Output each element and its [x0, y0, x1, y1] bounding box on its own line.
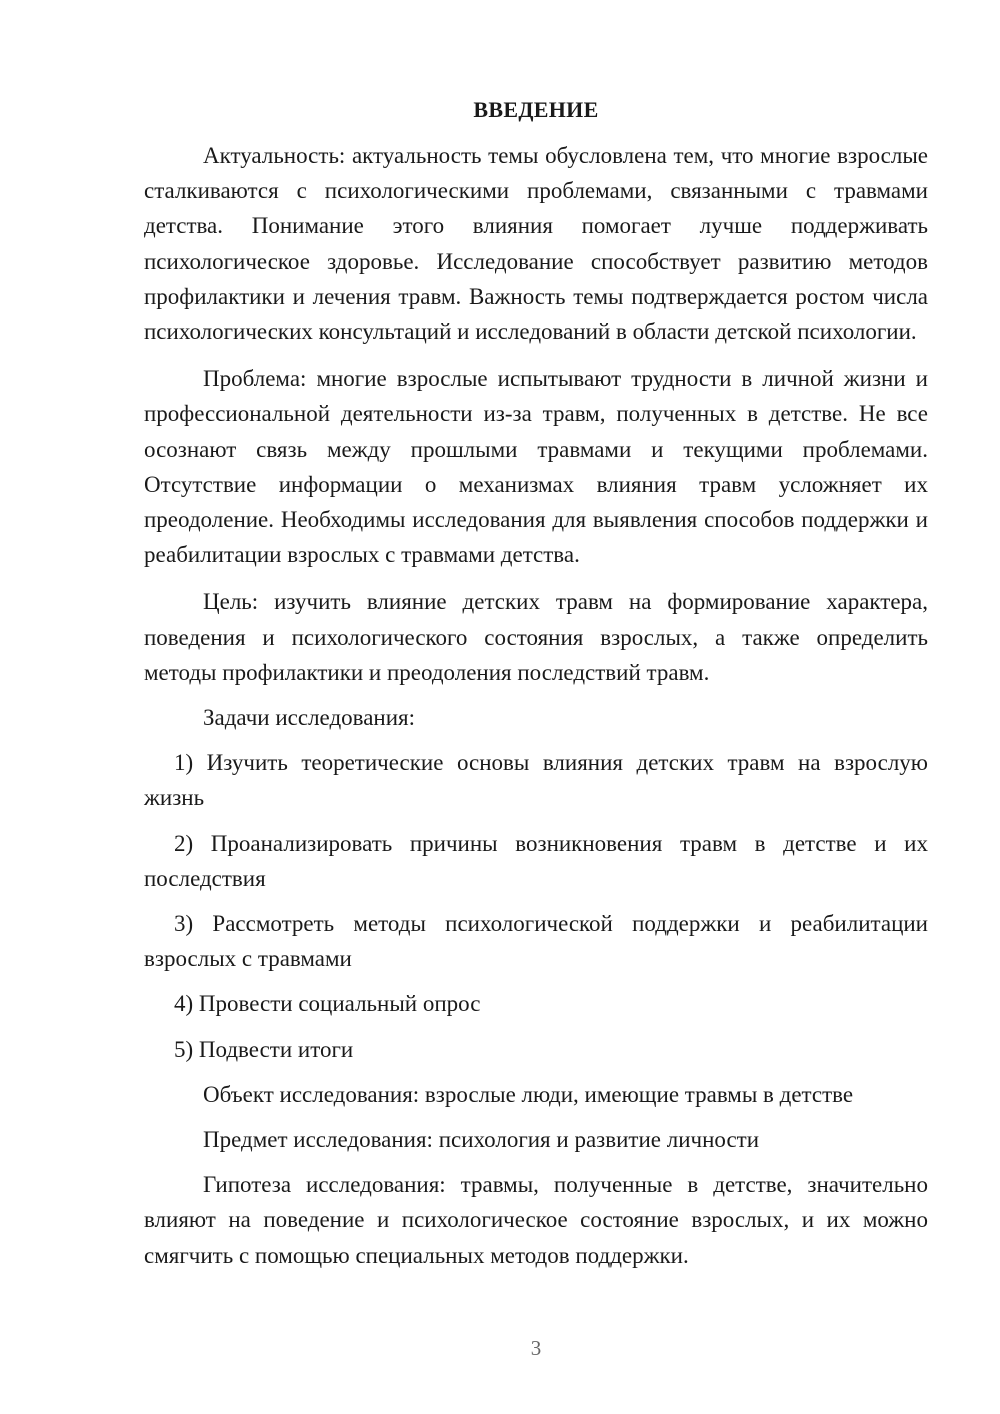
research-object: Объект исследования: взрослые люди, имеющие травмы в детстве	[203, 1081, 854, 1107]
task-item: 3) Рассмотреть методы психологической поддержки и реабилитации взрослых с травмами	[144, 911, 928, 972]
task-item: 2) Проанализировать причины возникновения травм в детстве и их последствия	[144, 830, 928, 891]
tasks-heading: Задачи исследования:	[203, 705, 416, 731]
page-title: ВВЕДЕНИЕ	[473, 97, 599, 122]
paragraph-problem: Проблема: многие взрослые испытывают трудности в личной жизни и профессиональной деятельности из-за травм, полученных в детстве. Не все осознают связь между прошлыми травмами и текущими проблемами. Отсутствие информации о механизмах влияния травм усложняет их преодоление. Необходимы исследования для выявления способов поддержки и реабилитации взрослых с травмами детства.	[144, 366, 928, 568]
research-subject: Предмет исследования: психология и развитие личности	[203, 1127, 760, 1153]
task-item: 4) Провести социальный опрос	[174, 991, 481, 1017]
research-hypothesis: Гипотеза исследования: травмы, полученные в детстве, значительно влияют на поведение и психологическое состояние взрослых, и их можно смягчить с помощью специальных методов поддержки.	[144, 1172, 928, 1268]
paragraph-goal: Цель: изучить влияние детских травм на формирование характера, поведения и психологического состояния взрослых, а также определить методы профилактики и преодоления последствий травм.	[144, 589, 928, 685]
page-body	[144, 94, 928, 1285]
paragraph-relevance: Актуальность: актуальность темы обусловлена тем, что многие взрослые сталкиваются с психологическими проблемами, связанными с травмами детства. Понимание этого влияния помогает лучше поддерживать психологическое здоровье. Исследование способствует развитию методов профилактики и лечения травм. Важность темы подтверждается ростом числа психологических консультаций и исследований в области детской психологии.	[144, 143, 928, 345]
tasks-list	[144, 745, 928, 1067]
task-item: 1) Изучить теоретические основы влияния детских травм на взрослую жизнь	[144, 750, 928, 811]
page-number: 3	[530, 1336, 542, 1360]
task-item: 5) Подвести итоги	[174, 1036, 354, 1062]
